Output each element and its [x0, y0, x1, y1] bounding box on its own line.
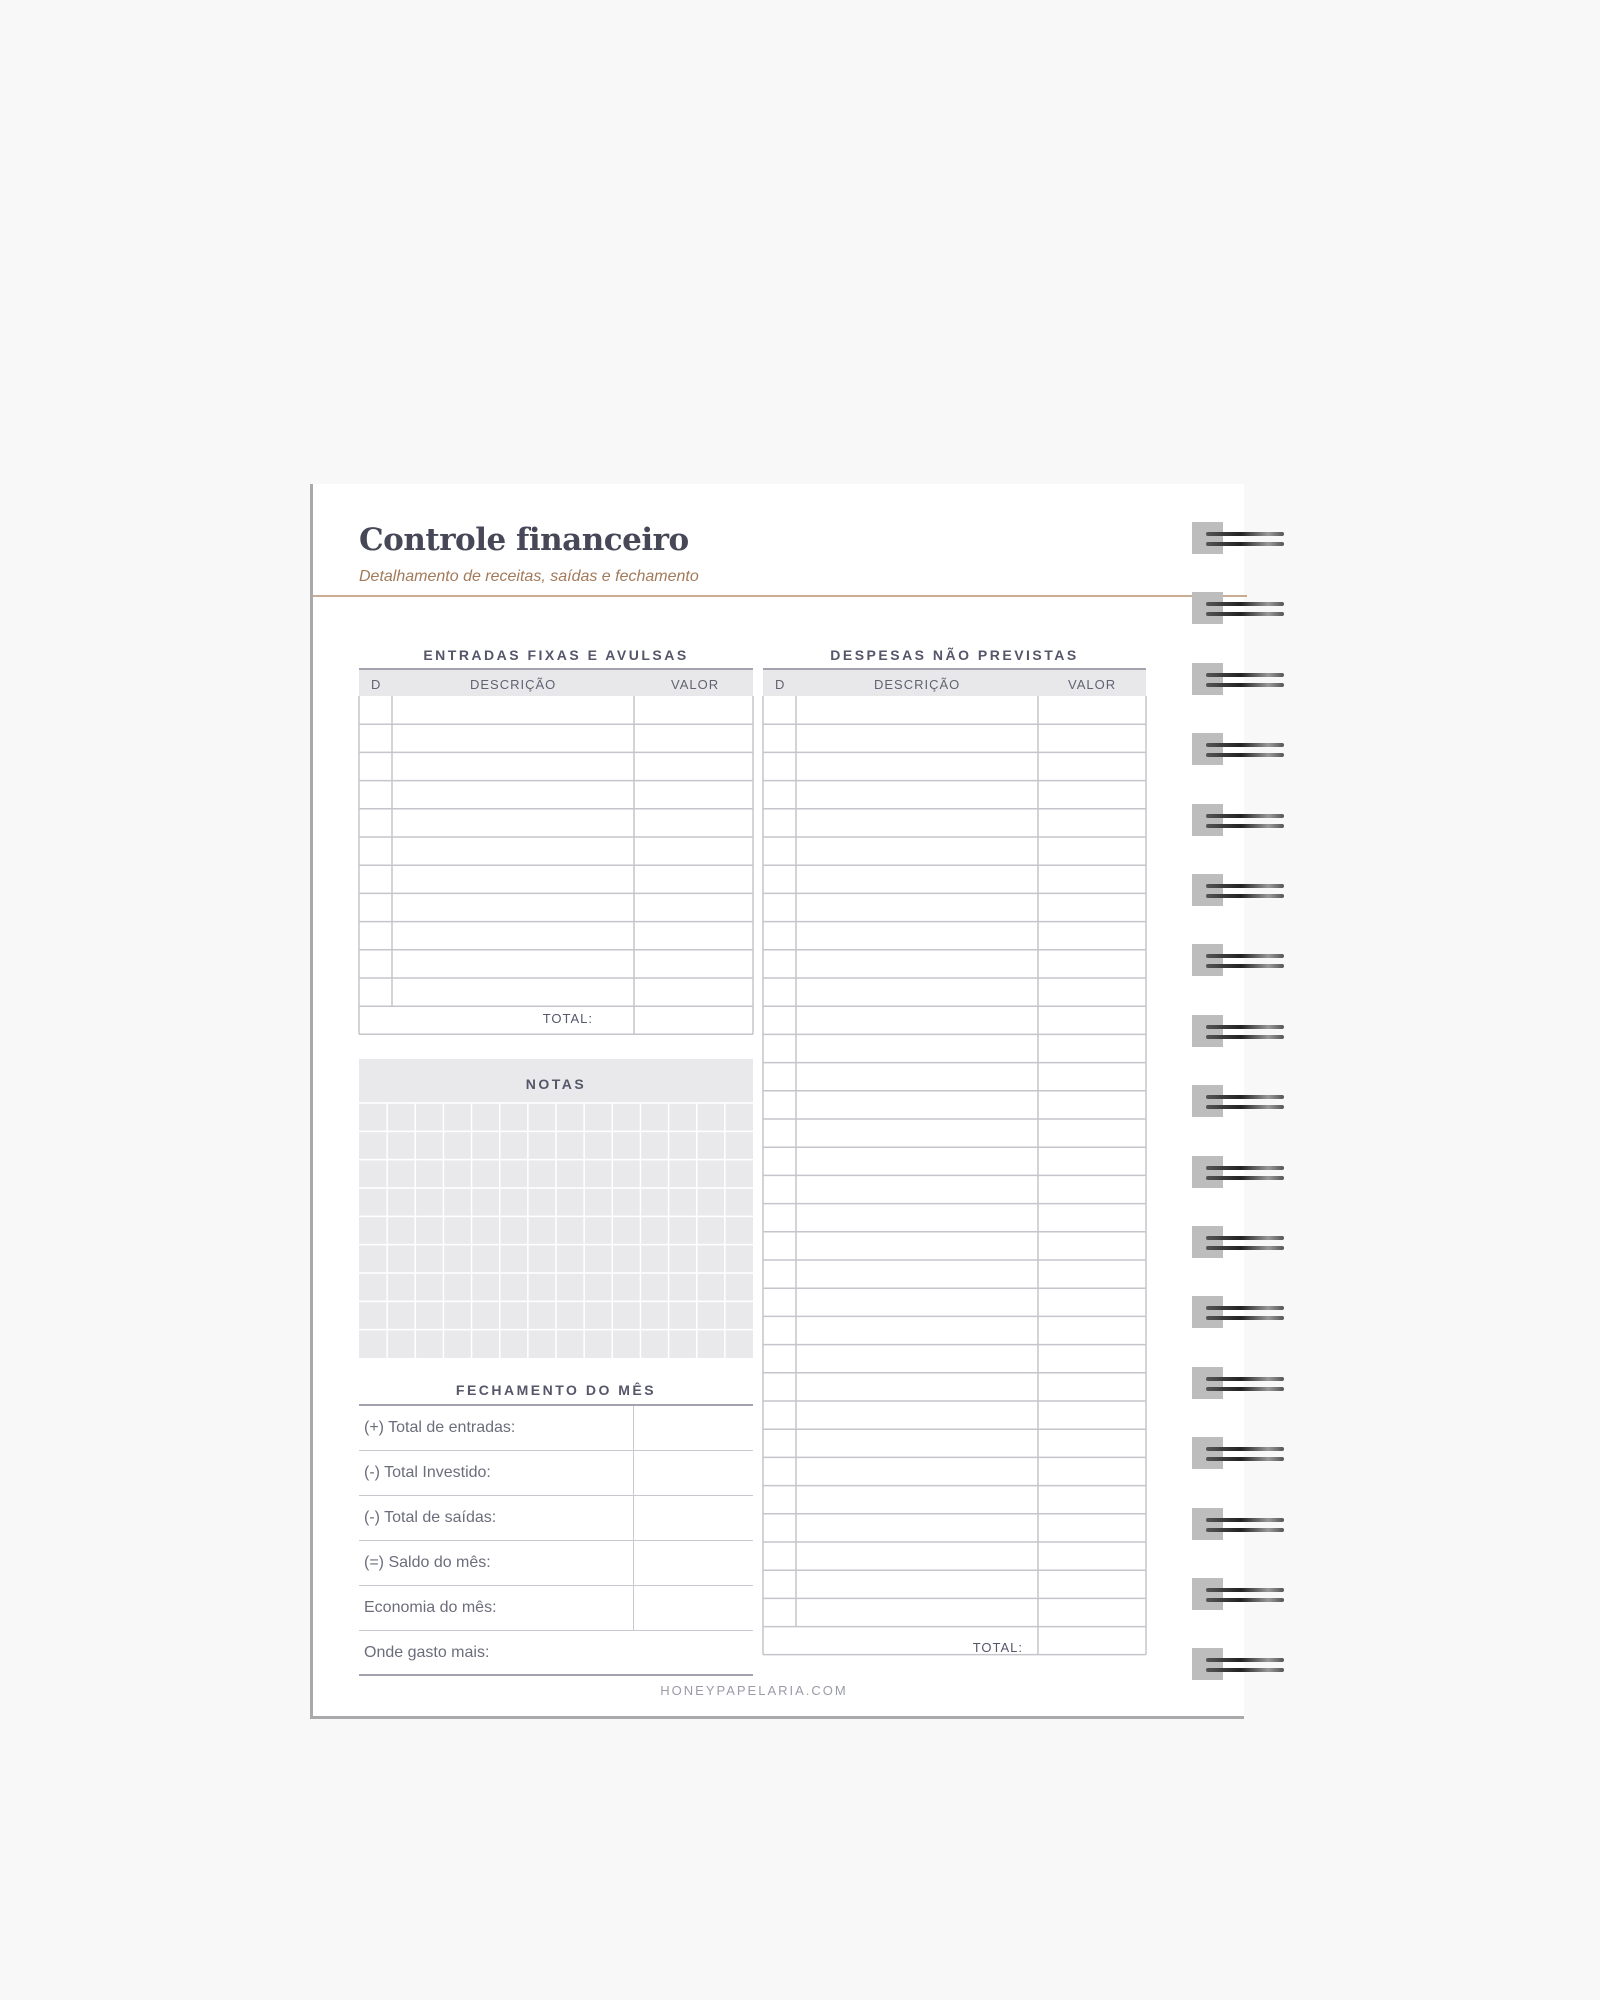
- ring-wire: [1206, 1035, 1284, 1039]
- ring-hole: [1192, 1156, 1223, 1188]
- entradas-title: ENTRADAS FIXAS E AVULSAS: [423, 647, 689, 663]
- entradas-total-label: TOTAL:: [542, 1011, 593, 1026]
- entradas-col-valor: VALOR: [671, 677, 720, 692]
- ring-hole: [1192, 1508, 1223, 1540]
- ring-hole: [1192, 804, 1223, 836]
- ring-wire: [1206, 1166, 1284, 1170]
- ring-hole: [1192, 874, 1223, 906]
- ring-wire: [1206, 542, 1284, 546]
- ring-hole: [1192, 1437, 1223, 1469]
- fechamento-label: (+) Total de entradas:: [364, 1419, 516, 1436]
- fechamento-value-cell[interactable]: [633, 1406, 634, 1450]
- spiral-ring: [1192, 1296, 1292, 1328]
- fechamento-table: [359, 1404, 753, 1676]
- spiral-ring: [1192, 592, 1292, 624]
- ring-wire: [1206, 683, 1284, 687]
- fechamento-row-entradas[interactable]: [359, 1406, 753, 1451]
- ring-hole: [1192, 733, 1223, 765]
- spiral-ring: [1192, 804, 1292, 836]
- despesas-col-d: D: [775, 677, 786, 692]
- spiral-ring: [1192, 1367, 1292, 1399]
- fechamento-row-onde-gasto[interactable]: [359, 1631, 753, 1676]
- despesas-header: [763, 668, 1146, 696]
- fechamento-row-saldo[interactable]: [359, 1541, 753, 1586]
- ring-wire: [1206, 1447, 1284, 1451]
- ring-hole: [1192, 944, 1223, 976]
- fechamento-label: Onde gasto mais:: [364, 1644, 490, 1661]
- spiral-ring: [1192, 733, 1292, 765]
- despesas-table[interactable]: [763, 696, 1146, 1676]
- ring-wire: [1206, 532, 1284, 536]
- fechamento-label: (-) Total Investido:: [364, 1464, 491, 1481]
- ring-wire: [1206, 824, 1284, 828]
- ring-wire: [1206, 1668, 1284, 1672]
- ring-wire: [1206, 1246, 1284, 1250]
- fechamento-title: FECHAMENTO DO MÊS: [455, 1382, 657, 1398]
- despesas-col-descricao: DESCRIÇÃO: [874, 677, 961, 692]
- spiral-ring: [1192, 1015, 1292, 1047]
- ring-wire: [1206, 1528, 1284, 1532]
- ring-wire: [1206, 612, 1284, 616]
- ring-hole: [1192, 592, 1223, 624]
- ring-wire: [1206, 602, 1284, 606]
- spiral-ring: [1192, 1437, 1292, 1469]
- ring-wire: [1206, 1387, 1284, 1391]
- fechamento-value-cell[interactable]: [633, 1496, 634, 1540]
- fechamento-label: (-) Total de saídas:: [364, 1509, 497, 1526]
- fechamento-label: (=) Saldo do mês:: [364, 1554, 491, 1571]
- entradas-header: [359, 668, 753, 696]
- ring-wire: [1206, 1518, 1284, 1522]
- header-divider: [313, 595, 1247, 597]
- ring-wire: [1206, 1095, 1284, 1099]
- spiral-ring: [1192, 1156, 1292, 1188]
- ring-wire: [1206, 753, 1284, 757]
- fechamento-value-cell[interactable]: [633, 1451, 634, 1495]
- ring-wire: [1206, 1658, 1284, 1662]
- fechamento-label: Economia do mês:: [364, 1599, 497, 1616]
- fechamento-row-economia[interactable]: [359, 1586, 753, 1631]
- ring-wire: [1206, 894, 1284, 898]
- spiral-ring: [1192, 1648, 1292, 1680]
- entradas-table[interactable]: [359, 696, 753, 1034]
- ring-hole: [1192, 1085, 1223, 1117]
- ring-hole: [1192, 522, 1223, 554]
- spiral-ring: [1192, 663, 1292, 695]
- ring-wire: [1206, 1306, 1284, 1310]
- ring-wire: [1206, 1377, 1284, 1381]
- ring-wire: [1206, 1025, 1284, 1029]
- ring-wire: [1206, 1598, 1284, 1602]
- fechamento-row-saidas[interactable]: [359, 1496, 753, 1541]
- ring-hole: [1192, 1015, 1223, 1047]
- spiral-ring: [1192, 944, 1292, 976]
- ring-wire: [1206, 673, 1284, 677]
- ring-wire: [1206, 1316, 1284, 1320]
- fechamento-row-investido[interactable]: [359, 1451, 753, 1496]
- spiral-ring: [1192, 1508, 1292, 1540]
- notes-grid: [359, 1103, 753, 1358]
- page-title: Controle financeiro: [359, 522, 689, 558]
- spiral-ring: [1192, 1226, 1292, 1258]
- page-subtitle: Detalhamento de receitas, saídas e fechamento: [359, 568, 699, 585]
- entradas-col-d: D: [371, 677, 382, 692]
- despesas-title: DESPESAS NÃO PREVISTAS: [830, 647, 1079, 663]
- spiral-ring: [1192, 522, 1292, 554]
- despesas-total-label: TOTAL:: [972, 1640, 1023, 1655]
- footer-website: HONEYPAPELARIA.COM: [660, 1683, 848, 1698]
- ring-wire: [1206, 743, 1284, 747]
- ring-hole: [1192, 1648, 1223, 1680]
- planner-page: [310, 484, 1244, 1719]
- fechamento-value-cell[interactable]: [633, 1541, 634, 1585]
- ring-wire: [1206, 1236, 1284, 1240]
- spiral-ring: [1192, 1578, 1292, 1610]
- spiral-ring: [1192, 874, 1292, 906]
- ring-hole: [1192, 663, 1223, 695]
- ring-wire: [1206, 954, 1284, 958]
- ring-wire: [1206, 884, 1284, 888]
- ring-wire: [1206, 1176, 1284, 1180]
- ring-wire: [1206, 1588, 1284, 1592]
- ring-hole: [1192, 1226, 1223, 1258]
- entradas-col-descricao: DESCRIÇÃO: [470, 677, 557, 692]
- spiral-ring: [1192, 1085, 1292, 1117]
- ring-wire: [1206, 964, 1284, 968]
- despesas-col-valor: VALOR: [1068, 677, 1117, 692]
- ring-wire: [1206, 1457, 1284, 1461]
- ring-hole: [1192, 1296, 1223, 1328]
- notes-title: NOTAS: [525, 1076, 587, 1092]
- ring-hole: [1192, 1367, 1223, 1399]
- ring-wire: [1206, 1105, 1284, 1109]
- notes-box[interactable]: [359, 1059, 753, 1358]
- ring-hole: [1192, 1578, 1223, 1610]
- ring-wire: [1206, 814, 1284, 818]
- fechamento-value-cell[interactable]: [633, 1586, 634, 1630]
